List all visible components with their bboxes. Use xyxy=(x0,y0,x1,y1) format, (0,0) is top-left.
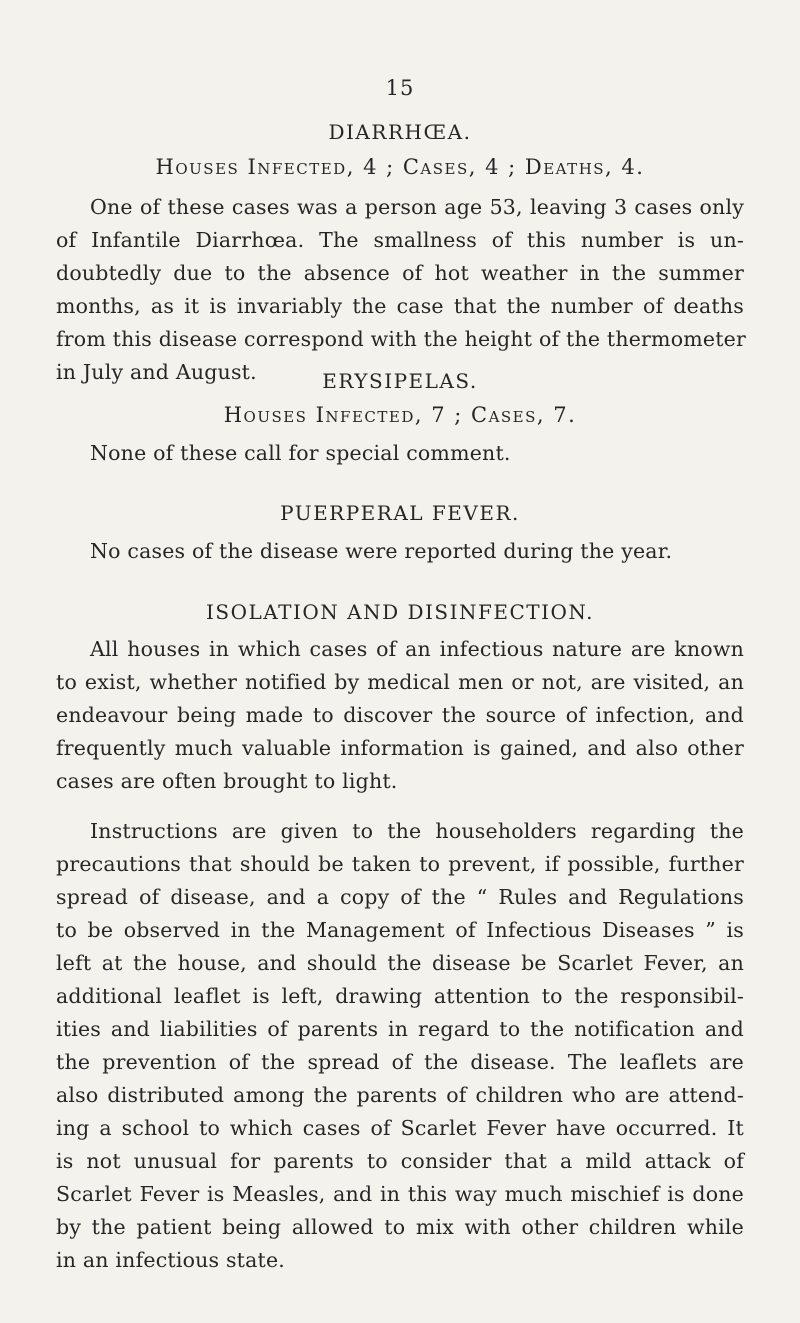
text-line: All houses in which cases of an infectious nature are known xyxy=(90,637,744,661)
paragraph-diarrhoea xyxy=(56,191,744,389)
text-line: doubtedly due to the absence of hot weather in the summer xyxy=(56,261,744,285)
paragraph-isolation-1 xyxy=(56,633,744,798)
section-heading-erysipelas: ERYSIPELAS. xyxy=(322,369,478,393)
text-line: of Infantile Diarrhœa. The smallness of this number is un- xyxy=(56,228,744,252)
section-subheading-diarrhoea: Houses Infected, 4 ; Cases, 4 ; Deaths, 4. xyxy=(155,155,645,179)
text-line: ities and liabilities of parents in regard to the notification and xyxy=(56,1017,744,1041)
text-line: from this disease correspond with the height of the thermometer xyxy=(56,327,746,351)
text-line: months, as it is invariably the case that the number of deaths xyxy=(56,294,744,318)
text-line: also distributed among the parents of children who are attend- xyxy=(56,1083,744,1107)
text-line: Scarlet Fever is Measles, and in this way much mischief is done xyxy=(56,1182,744,1206)
text-line: is not unusual for parents to consider that a mild attack of xyxy=(56,1149,744,1173)
text-line: in July and August. xyxy=(56,360,257,384)
text-line: One of these cases was a person age 53, leaving 3 cases only xyxy=(90,195,744,219)
text-line: Instructions are given to the householders regarding the xyxy=(90,819,744,843)
text-line: to be observed in the Management of Infectious Diseases ” is xyxy=(56,918,744,942)
text-line: in an infectious state. xyxy=(56,1248,286,1272)
text-line: to exist, whether notified by medical men or not, are visited, an xyxy=(56,670,744,694)
text-line: the prevention of the spread of the disease. The leaflets are xyxy=(56,1050,744,1074)
page-number: 15 xyxy=(385,76,415,100)
text-line: cases are often brought to light. xyxy=(56,769,398,793)
text-line: No cases of the disease were reported during the year. xyxy=(90,539,673,563)
text-line: spread of disease, and a copy of the “ Rules and Regulations xyxy=(56,885,744,909)
text-line: frequently much valuable information is gained, and also other xyxy=(56,736,744,760)
section-heading-puerperal-fever: PUERPERAL FEVER. xyxy=(280,501,520,525)
text-line: None of these call for special comment. xyxy=(90,441,511,465)
text-line: ing a school to which cases of Scarlet Fever have occurred. It xyxy=(56,1116,744,1140)
text-line: precautions that should be taken to prevent, if possible, further xyxy=(56,852,744,876)
section-heading-diarrhoea: DIARRHŒA. xyxy=(328,120,472,144)
paragraph-erysipelas xyxy=(56,437,744,470)
text-line: additional leaflet is left, drawing attention to the responsibil- xyxy=(56,984,744,1008)
text-line: left at the house, and should the disease be Scarlet Fever, an xyxy=(56,951,744,975)
paragraph-puerperal-fever xyxy=(56,535,744,568)
section-heading-isolation: ISOLATION AND DISINFECTION. xyxy=(206,600,594,624)
section-subheading-erysipelas: Houses Infected, 7 ; Cases, 7. xyxy=(223,403,577,427)
text-line: by the patient being allowed to mix with other children while xyxy=(56,1215,744,1239)
text-line: endeavour being made to discover the source of infection, and xyxy=(56,703,744,727)
paragraph-isolation-2 xyxy=(56,815,744,1277)
